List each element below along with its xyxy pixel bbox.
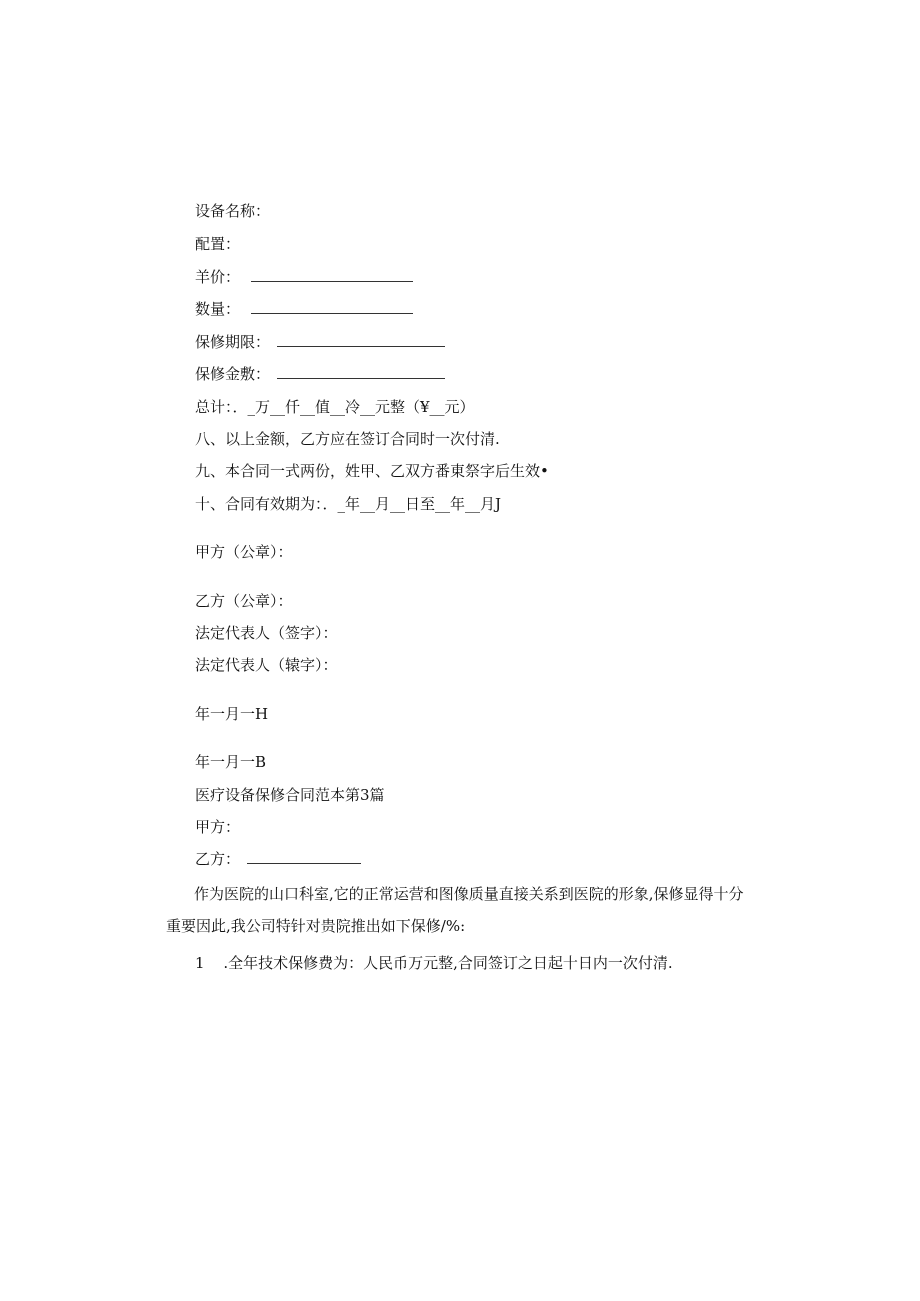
intro-paragraph: 作为医院的山口科室,它的正常运营和图像质量直接关系到医院的形象,保修显得十分重要因此,我公司特针对贵院推出如下保修/%:: [166, 885, 744, 935]
quantity-label: 数量：: [195, 300, 241, 318]
item-1-text: .全年技术保修费为：人民币万元整,合同签订之日起十日内一次付清.: [223, 954, 673, 972]
warranty-period-field: [195, 332, 445, 352]
party-a-label: 甲方：: [195, 818, 241, 836]
clause-10: 十、合同有效期为：．_年__月__日至__年__月J: [195, 495, 502, 513]
date-line-1: 年一月一H: [195, 705, 269, 723]
legal-rep-signature-2: 法定代表人（辕字）：: [195, 656, 338, 674]
unit-price-field: [195, 267, 413, 287]
device-name-label: 设备名称：: [195, 202, 271, 220]
total-line: 总计：．_万__仟__值__冷__元整（¥__元）: [195, 398, 475, 416]
warranty-amount-blank: [277, 366, 445, 379]
warranty-period-label: 保修期限：: [195, 333, 271, 351]
unit-price-label: 羊价：: [195, 268, 241, 286]
section-title: 医疗设备保修合同范本第3篇: [195, 786, 385, 804]
party-b-blank: [247, 851, 361, 864]
legal-rep-signature-1: 法定代表人（签字）：: [195, 624, 338, 642]
party-b-seal-line: 乙方（公章）：: [195, 592, 293, 610]
config-label: 配置：: [195, 235, 241, 253]
party-b-label: 乙方：: [195, 850, 241, 868]
quantity-field: [195, 299, 413, 319]
warranty-amount-field: [195, 364, 445, 384]
item-1-number: 1: [195, 954, 205, 972]
clause-8: 八、以上金额，乙方应在签订合同时一次付清.: [195, 430, 500, 448]
party-b-field: [195, 849, 361, 869]
clause-9: 九、本合同一式两份，姓甲、乙双方番東祭字后生效•: [195, 462, 549, 480]
warranty-period-blank: [277, 334, 445, 347]
quantity-blank: [251, 301, 413, 314]
date-line-2: 年一月一B: [195, 753, 267, 771]
warranty-amount-label: 保修金敷：: [195, 365, 271, 383]
item-1: [195, 953, 673, 973]
unit-price-blank: [251, 269, 413, 282]
party-a-seal-line: 甲方（公章）：: [195, 543, 293, 561]
